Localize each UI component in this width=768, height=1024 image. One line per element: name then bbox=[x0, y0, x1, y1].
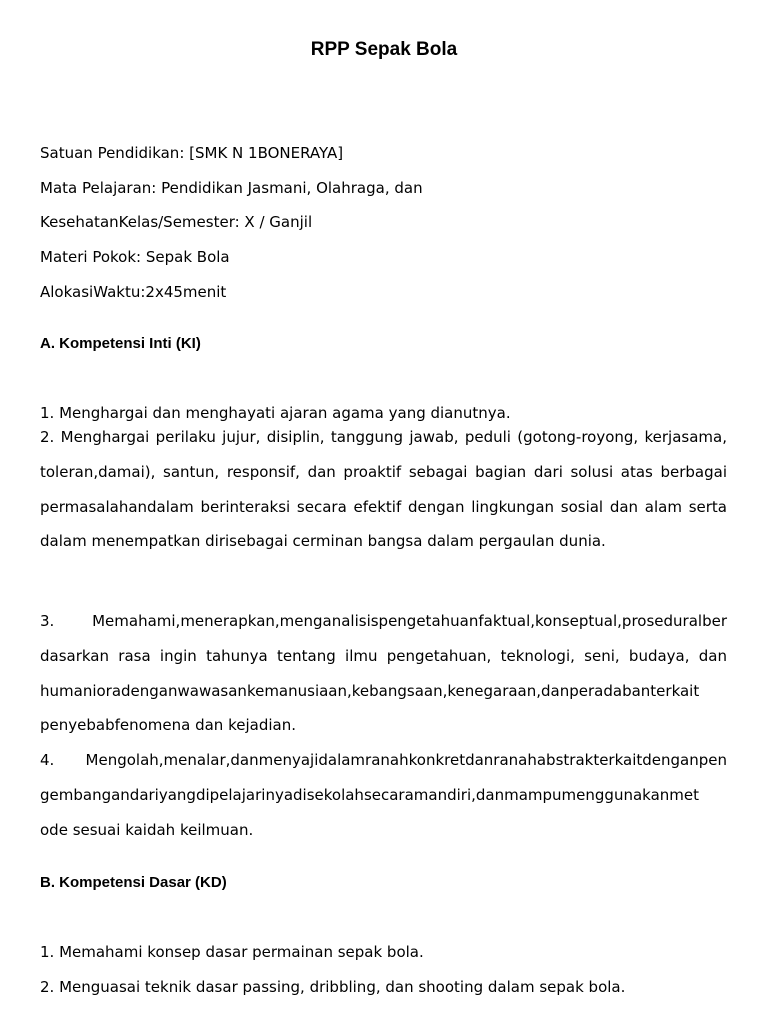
meta-kelas-semester: KesehatanKelas/Semester: X / Ganjil bbox=[40, 213, 313, 231]
ki-item-3: 3. Memahami,menerapkan,menganalisispengetahuanfaktual,konseptual,proseduralber dasarkan rasa ingin tahunya tentang ilmu pengetahuan, teknologi, seni, budaya, dan humanioradenganwawasankemanusiaan,kebangsaan,kenegaraan,danperadabanterkait penyebabfenomena dan kejadian. bbox=[40, 612, 727, 735]
kd-item-2: 2. Menguasai teknik dasar passing, dribbling, dan shooting dalam sepak bola. bbox=[40, 978, 626, 996]
document-title: RPP Sepak Bola bbox=[310, 39, 458, 60]
meta-satuan-pendidikan: Satuan Pendidikan: [SMK N 1BONERAYA] bbox=[40, 144, 344, 162]
ki-item-1: 1. Menghargai dan menghayati ajaran agama yang dianutnya. bbox=[40, 404, 511, 422]
section-a-heading: A. Kompetensi Inti (KI) bbox=[40, 335, 201, 352]
section-b-heading: B. Kompetensi Dasar (KD) bbox=[40, 874, 227, 891]
kd-item-1: 1. Memahami konsep dasar permainan sepak bola. bbox=[40, 943, 424, 961]
meta-alokasi-waktu: AlokasiWaktu:2x45menit bbox=[40, 283, 227, 301]
ki-item-4: 4. Mengolah,menalar,danmenyajidalamranahkonkretdanranahabstrakterkaitdenganpen gembangandariyangdipelajarinyadisekolahsecaramandiri,danmampumenggunakanmet ode sesuai kaidah keilmuan. bbox=[40, 751, 727, 839]
meta-materi-pokok: Materi Pokok: Sepak Bola bbox=[40, 248, 230, 266]
ki-item-2: 2. Menghargai perilaku jujur, disiplin, tanggung jawab, peduli (gotong-royong, kerjasama, toleran,damai), santun, responsif, dan proaktif sebagai bagian dari solusi atas berbagai permasalahandalam berinteraksi secara efektif dengan lingkungan sosial dan alam serta dalam menempatkan dirisebagai cerminan bangsa dalam pergaulan dunia. bbox=[40, 428, 727, 551]
meta-mata-pelajaran: Mata Pelajaran: Pendidikan Jasmani, Olahraga, dan bbox=[40, 179, 423, 197]
